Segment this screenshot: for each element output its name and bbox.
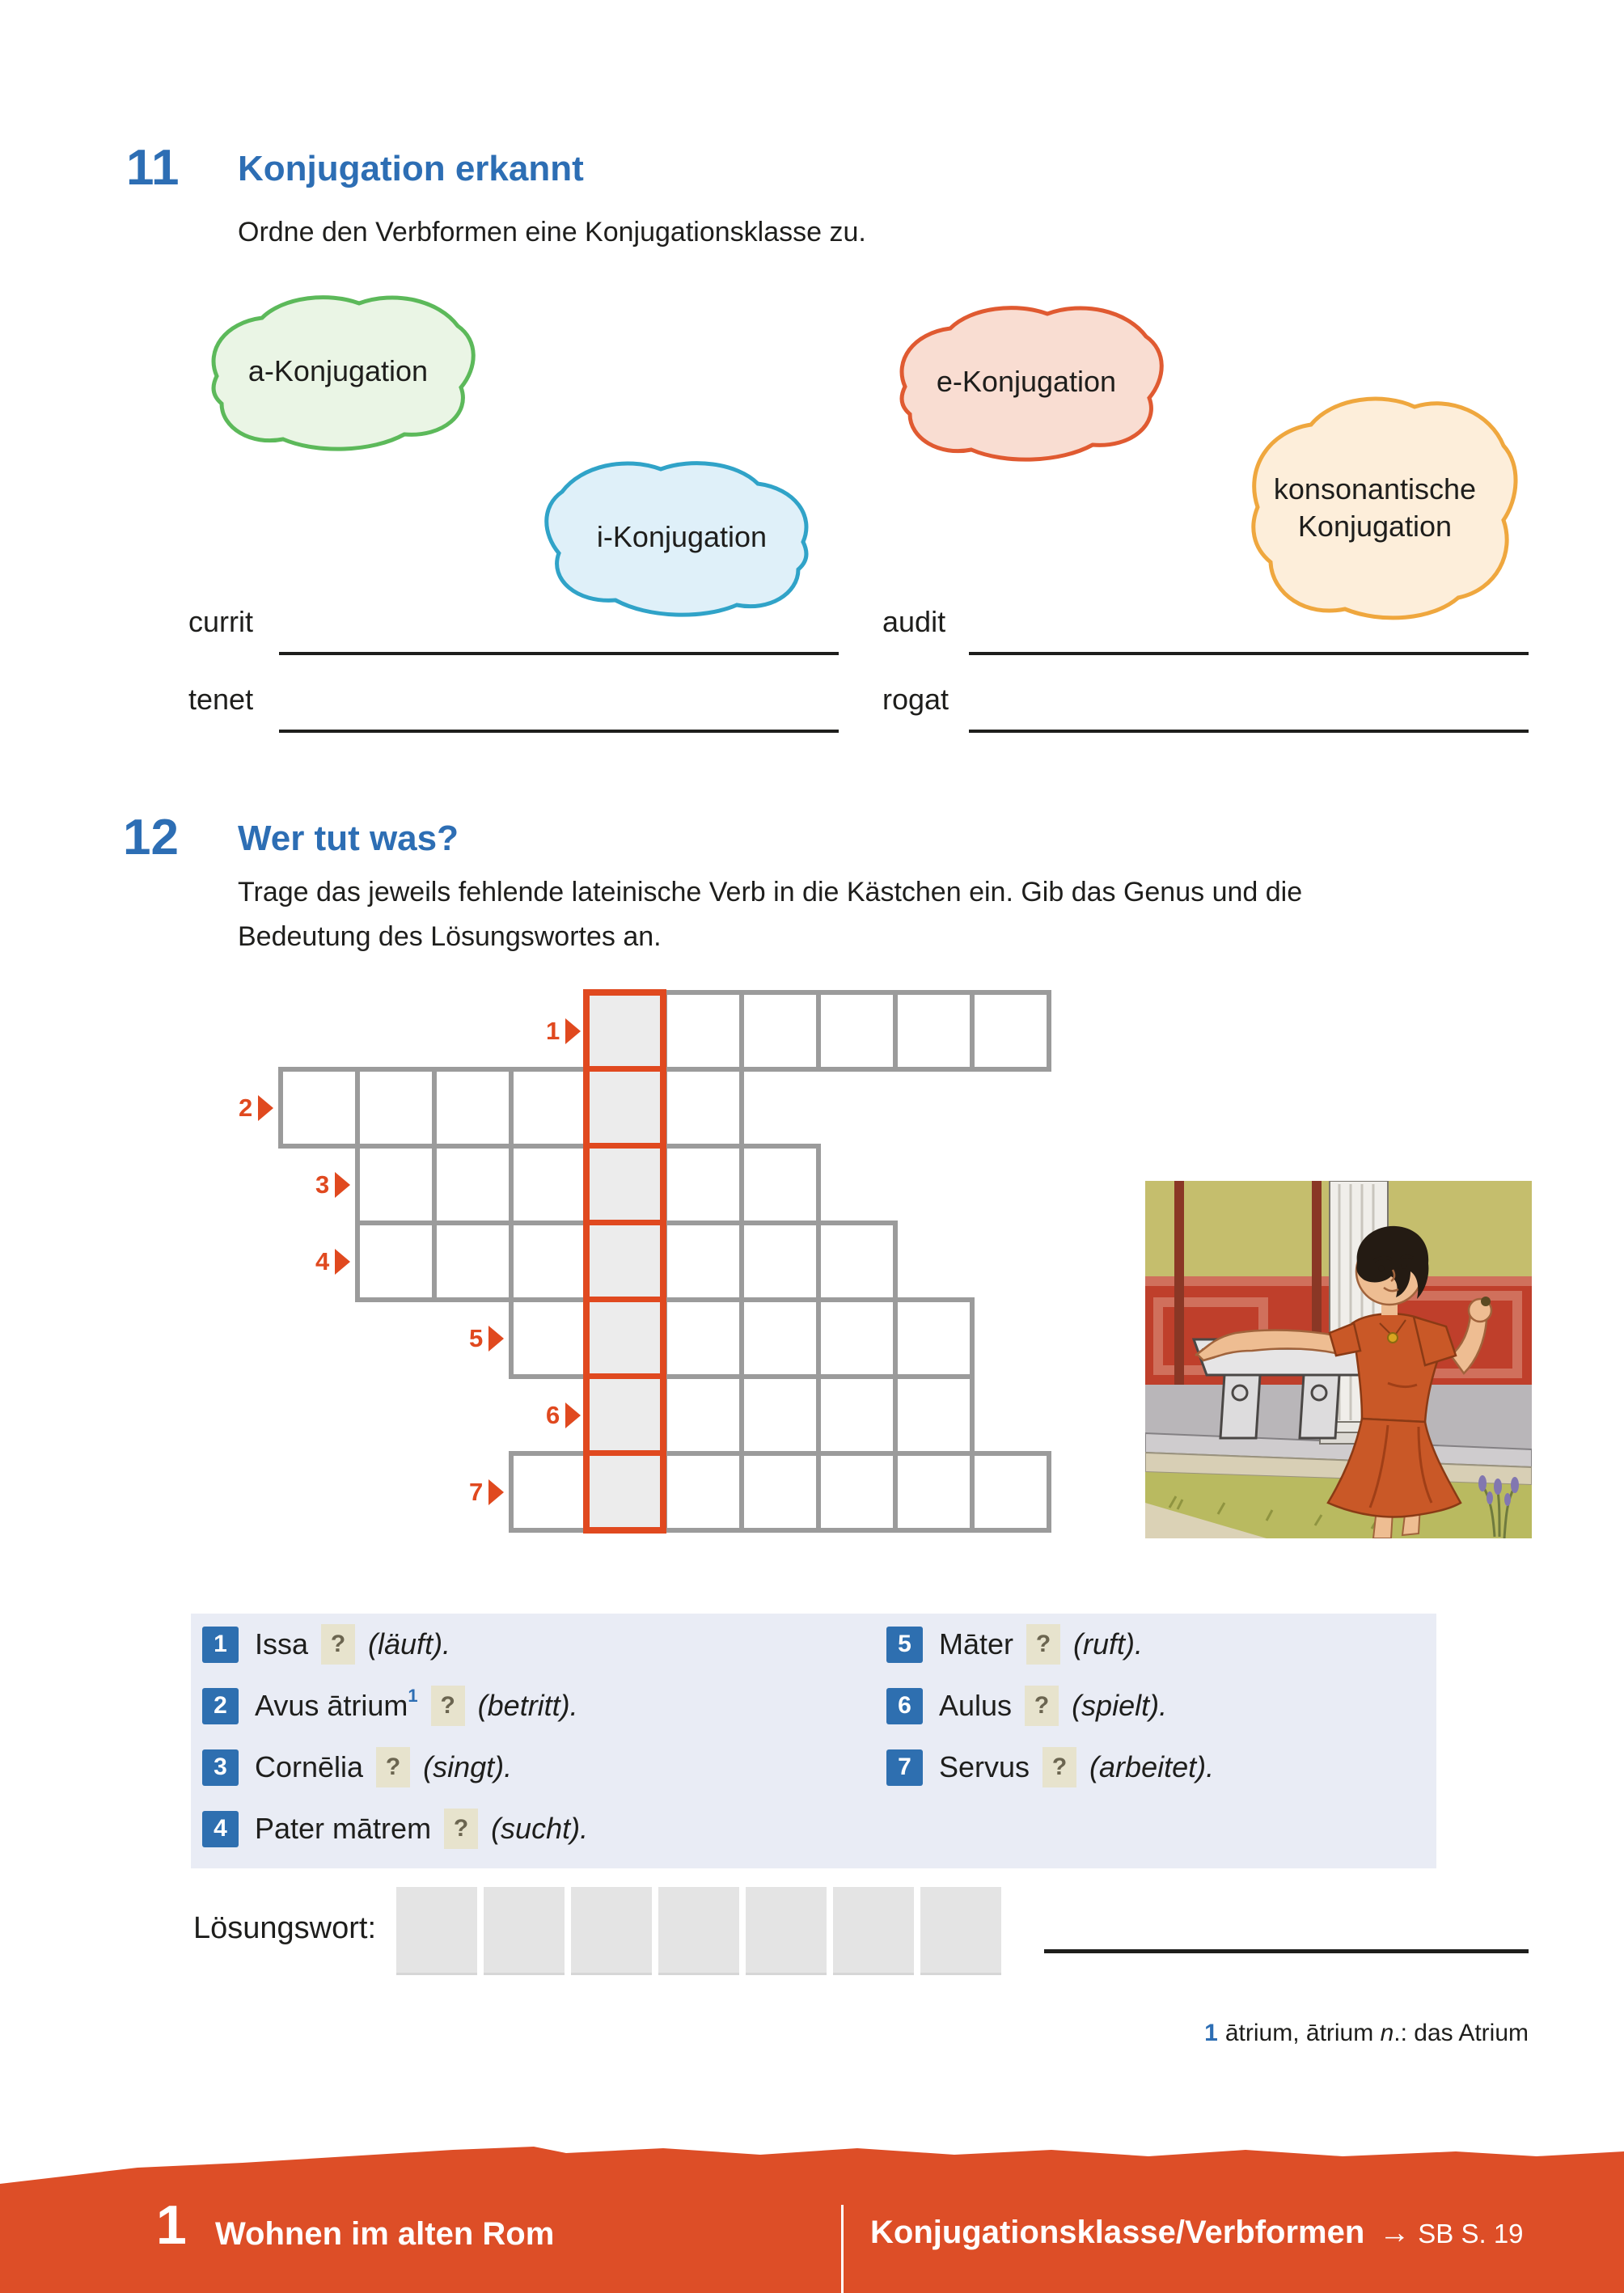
crossword-cell[interactable] [816, 990, 898, 1072]
clue-row-6 [886, 1686, 1167, 1726]
verb-label-rogat: rogat [882, 683, 949, 716]
clue-latin-text: Māter [939, 1627, 1014, 1661]
solution-letter-box[interactable] [920, 1887, 1001, 1975]
clue-number-badge: 5 [886, 1627, 923, 1663]
crossword-cell[interactable] [893, 1451, 975, 1533]
crossword-cell[interactable] [893, 1374, 975, 1456]
answer-line-audit[interactable] [969, 652, 1529, 655]
solution-column-separator [590, 1143, 660, 1149]
crossword-cell[interactable] [893, 990, 975, 1072]
clue-latin-text: Issa [255, 1627, 309, 1661]
solution-column[interactable] [583, 989, 666, 1534]
crossword-cell[interactable] [355, 1144, 437, 1225]
blob-a-konjugation [192, 286, 484, 457]
solution-column-separator [590, 1220, 660, 1225]
clue-german-text: (spielt). [1072, 1689, 1168, 1722]
clue-latin-text: Pater mātrem [255, 1812, 432, 1845]
crossword-row-marker [315, 1247, 350, 1276]
footer-page-reference[interactable]: SB S. 19 [1418, 2219, 1524, 2249]
blob-e-konjugation [881, 296, 1172, 467]
clue-row-7 [886, 1747, 1214, 1787]
footer-chapter-number: 1 [156, 2194, 187, 2256]
footnote-genus-abbrev: n [1380, 2020, 1394, 2046]
arrow-right-icon: → [1379, 2216, 1410, 2250]
clue-row-1 [202, 1624, 450, 1665]
triangle-right-icon [488, 1479, 504, 1505]
question-mark-box[interactable]: ? [321, 1624, 355, 1665]
verb-label-currit: currit [188, 605, 253, 638]
roman-boy-illustration [1145, 1181, 1532, 1538]
crossword-row-number: 7 [469, 1478, 484, 1506]
crossword-row-marker [315, 1170, 350, 1199]
crossword-row-number: 6 [546, 1401, 560, 1429]
blob-label: a-Konjugation [247, 354, 429, 387]
solution-column-separator [590, 1450, 660, 1456]
solution-letter-box[interactable] [658, 1887, 739, 1975]
footer-band [0, 2103, 1624, 2293]
crossword-row-number: 2 [239, 1094, 253, 1122]
crossword-row-marker [469, 1324, 504, 1353]
clue-number-badge: 2 [202, 1688, 239, 1724]
clue-german-text: (betritt). [477, 1689, 578, 1722]
clue-latin-text: Avus ātrium [255, 1689, 408, 1722]
question-mark-box[interactable]: ? [444, 1809, 478, 1849]
crossword-cell[interactable] [662, 1067, 744, 1149]
crossword-cell[interactable] [509, 1297, 590, 1379]
solution-letter-box[interactable] [484, 1887, 565, 1975]
crossword-cell[interactable] [739, 1374, 821, 1456]
crossword-row-marker [469, 1478, 504, 1507]
solution-letter-box[interactable] [833, 1887, 914, 1975]
solution-word-label: Lösungswort: [193, 1911, 377, 1945]
verb-label-audit: audit [882, 605, 946, 638]
crossword-cell[interactable] [355, 1221, 437, 1302]
crossword-cell[interactable] [509, 1221, 590, 1302]
question-mark-box[interactable]: ? [431, 1686, 465, 1726]
solution-letter-box[interactable] [396, 1887, 477, 1975]
solution-boxes [396, 1887, 1001, 1975]
clue-latin-text: Aulus [939, 1689, 1013, 1722]
clue-german-text: (sucht). [491, 1812, 589, 1845]
crossword-cell[interactable] [662, 1144, 744, 1225]
crossword-cell[interactable] [739, 1297, 821, 1379]
clue-latin-text: Servus [939, 1750, 1030, 1783]
crossword-cell[interactable] [970, 990, 1051, 1072]
answer-line-rogat[interactable] [969, 730, 1529, 733]
instruction-line-2: Bedeutung des Lösungswortes an. [238, 921, 662, 952]
solution-column-separator [590, 1297, 660, 1302]
solution-column-separator [590, 1066, 660, 1072]
blob-label: konsonantische Konjugation [1273, 472, 1477, 543]
crossword-cell[interactable] [739, 1451, 821, 1533]
crossword-cell[interactable] [432, 1067, 514, 1149]
footer-topic-group [870, 2215, 1524, 2251]
crossword-row-marker [239, 1094, 273, 1123]
crossword-cell[interactable] [432, 1221, 514, 1302]
triangle-right-icon [565, 1018, 581, 1044]
crossword-cell[interactable] [893, 1297, 975, 1379]
crossword-cell[interactable] [662, 990, 744, 1072]
blob-label: i-Konjugation [596, 520, 768, 553]
crossword-cell[interactable] [816, 1221, 898, 1302]
answer-line-tenet[interactable] [279, 730, 839, 733]
question-mark-box[interactable]: ? [1025, 1686, 1059, 1726]
crossword-cell[interactable] [662, 1374, 744, 1456]
exercise-11-number: 11 [126, 140, 180, 196]
crossword-cell[interactable] [739, 1221, 821, 1302]
crossword-cell[interactable] [662, 1297, 744, 1379]
crossword-row-number: 5 [469, 1324, 484, 1352]
solution-column-separator [590, 1373, 660, 1379]
clue-german-text: (läuft). [368, 1627, 451, 1661]
triangle-right-icon [565, 1402, 581, 1428]
clue-number-badge: 3 [202, 1749, 239, 1786]
clue-number-badge: 6 [886, 1688, 923, 1724]
clue-number-badge: 7 [886, 1749, 923, 1786]
exercise-11-title: Konjugation erkannt [238, 149, 584, 188]
triangle-right-icon [335, 1249, 350, 1275]
crossword-row-number: 4 [315, 1247, 330, 1276]
triangle-right-icon [488, 1326, 504, 1352]
blob-label: e-Konjugation [936, 365, 1117, 398]
question-mark-box[interactable]: ? [376, 1747, 410, 1787]
clue-row-5 [886, 1624, 1143, 1665]
crossword-cell[interactable] [662, 1451, 744, 1533]
clue-row-2 [202, 1686, 578, 1726]
crossword-cell[interactable] [970, 1451, 1051, 1533]
crossword-cell[interactable] [355, 1067, 437, 1149]
clue-number-badge: 4 [202, 1811, 239, 1847]
exercise-11-instruction: Ordne den Verbformen eine Konjugationsklasse zu. [238, 217, 866, 247]
clue-row-3 [202, 1747, 512, 1787]
crossword-cell[interactable] [278, 1067, 360, 1149]
crossword-row-marker [546, 1017, 581, 1046]
crossword-row-marker [546, 1401, 581, 1430]
footnote-number: 1 [1204, 2020, 1218, 2046]
triangle-right-icon [335, 1172, 350, 1198]
crossword-cell[interactable] [739, 990, 821, 1072]
clue-german-text: (ruft). [1073, 1627, 1144, 1661]
solution-answer-line[interactable] [1044, 1949, 1529, 1953]
blob-konsonantische-konjugation [1229, 376, 1521, 639]
exercise-12-instruction [238, 870, 1302, 959]
crossword-cell[interactable] [432, 1144, 514, 1225]
crossword-cell[interactable] [816, 1374, 898, 1456]
crossword-cell[interactable] [509, 1144, 590, 1225]
crossword-row-number: 3 [315, 1170, 330, 1199]
footnote-text-2: .: das Atrium [1394, 2020, 1529, 2046]
instruction-line-1: Trage das jeweils fehlende lateinische Verb in die Kästchen ein. Gib das Genus und die [238, 877, 1303, 907]
exercise-12-title: Wer tut was? [238, 819, 459, 858]
crossword-cell[interactable] [509, 1451, 590, 1533]
clue-latin-text: Cornēlia [255, 1750, 364, 1783]
footnote-marker: 1 [408, 1686, 418, 1706]
triangle-right-icon [258, 1095, 273, 1121]
crossword-cell[interactable] [739, 1144, 821, 1225]
crossword-row-number: 1 [546, 1017, 560, 1045]
exercise-12-number: 12 [123, 810, 179, 865]
crossword-cell[interactable] [509, 1067, 590, 1149]
footer-topic: Konjugationsklasse/Verbformen [870, 2215, 1365, 2250]
crossword-grid [239, 992, 1097, 1536]
illustration-scene [1145, 1181, 1532, 1538]
crossword-cell[interactable] [662, 1221, 744, 1302]
solution-letter-box[interactable] [571, 1887, 652, 1975]
clue-german-text: (arbeitet). [1089, 1750, 1215, 1783]
clue-number-badge: 1 [202, 1627, 239, 1663]
crossword-cell[interactable] [816, 1297, 898, 1379]
footnote-text: ātrium, ātrium [1224, 2020, 1381, 2046]
answer-line-currit[interactable] [279, 652, 839, 655]
verb-label-tenet: tenet [188, 683, 254, 716]
question-mark-box[interactable]: ? [1042, 1747, 1076, 1787]
clue-row-4 [202, 1809, 588, 1849]
footer-divider [841, 2205, 844, 2293]
footnote [1204, 2020, 1529, 2047]
clue-german-text: (singt). [423, 1750, 513, 1783]
footer-chapter-title: Wohnen im alten Rom [215, 2216, 555, 2252]
question-mark-box[interactable]: ? [1026, 1624, 1060, 1665]
solution-letter-box[interactable] [746, 1887, 827, 1975]
crossword-cell[interactable] [816, 1451, 898, 1533]
blob-i-konjugation [536, 451, 827, 623]
